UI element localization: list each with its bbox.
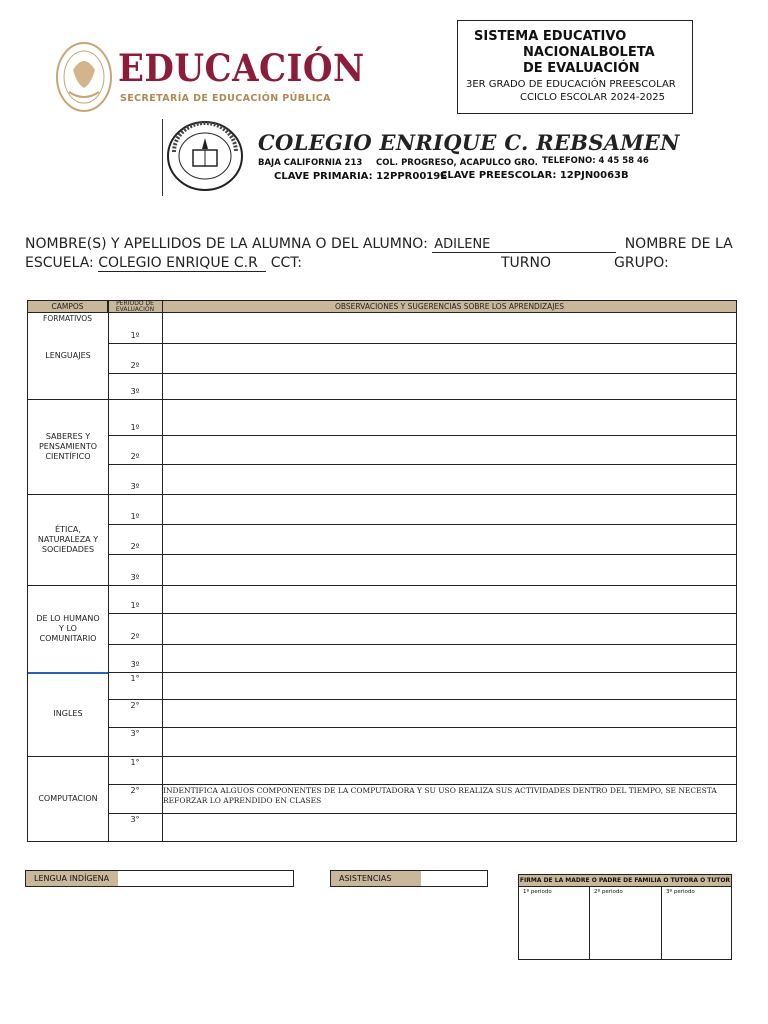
- observation-cell[interactable]: [163, 587, 728, 611]
- period-label: 3º: [130, 387, 140, 396]
- observation-cell[interactable]: [163, 437, 728, 462]
- signature-period-2-label: 2º periodo: [594, 889, 623, 895]
- row-divider: [108, 699, 736, 700]
- student-name-field[interactable]: [432, 236, 616, 253]
- system-title: SISTEMA EDUCATIVO: [474, 29, 627, 44]
- school-name-field[interactable]: [98, 255, 266, 272]
- signature-period-1-label: 1º periodo: [523, 889, 552, 895]
- clave-preescolar: CLAVE PREESCOLAR: 12PJN0063B: [440, 170, 629, 181]
- row-divider: [108, 644, 736, 645]
- school-name-value: COLEGIO ENRIQUE C.R: [98, 255, 258, 271]
- period-label: 3º: [130, 660, 140, 669]
- period-label: 2°: [130, 701, 140, 710]
- observation-cell[interactable]: [163, 701, 728, 725]
- observation-cell[interactable]: [163, 646, 728, 670]
- area-label-text: INGLES: [53, 709, 83, 718]
- period-label: 3º: [130, 482, 140, 491]
- observation-cell[interactable]: [163, 375, 728, 397]
- row-divider: [108, 727, 736, 728]
- clave-primaria: CLAVE PRIMARIA: 12PPR0019E: [274, 171, 448, 182]
- period-label: 1º: [130, 601, 140, 610]
- area-label-text: ÉTICA, NATURALEZA Y SOCIEDADES: [37, 524, 99, 554]
- period-label: 1º: [130, 423, 140, 432]
- row-divider: [108, 435, 736, 436]
- row-divider: [108, 813, 736, 814]
- cct-label: CCT:: [270, 255, 302, 271]
- signature-period-3-label: 3º periodo: [666, 889, 695, 895]
- period-label: 1°: [130, 674, 140, 683]
- observation-cell[interactable]: [163, 345, 728, 371]
- row-divider: [108, 613, 736, 614]
- student-name-value: ADILENE: [434, 237, 491, 252]
- selection-highlight: [28, 672, 108, 674]
- observation-cell[interactable]: [163, 758, 728, 782]
- area-label: [28, 494, 108, 585]
- period-label: 2º: [130, 361, 140, 370]
- header-campos: CAMPOS FORMATIVOS: [28, 301, 108, 313]
- school-emblem-icon: [166, 120, 244, 192]
- observation-cell[interactable]: [163, 466, 728, 492]
- observation-cell[interactable]: [163, 615, 728, 642]
- period-label: 1º: [130, 331, 140, 340]
- period-label: 2º: [130, 542, 140, 551]
- row-divider: [108, 784, 736, 785]
- signature-period-3[interactable]: [662, 887, 731, 959]
- national-seal-icon: [55, 40, 113, 114]
- area-label-text: DE LO HUMANO Y LO COMUNITARIO: [36, 613, 100, 643]
- area-label: [28, 313, 108, 399]
- group-divider: [28, 494, 736, 495]
- row-divider: [108, 343, 736, 344]
- row-divider: [108, 464, 736, 465]
- signature-title: FIRMA DE LA MADRE O PADRE DE FAMILIA O TUTORA O TUTOR: [519, 875, 731, 887]
- row-divider: [108, 554, 736, 555]
- area-label-text: LENGUAJES: [45, 351, 91, 360]
- period-label: 2º: [130, 452, 140, 461]
- observation-cell[interactable]: [163, 401, 728, 433]
- group-divider: [28, 585, 736, 586]
- area-label: [28, 585, 108, 672]
- school-address: BAJA CALIFORNIA 213: [258, 158, 363, 168]
- period-label: 1º: [130, 512, 140, 521]
- header-observaciones: OBSERVACIONES Y SUGERENCIAS SOBRE LOS APRENDIZAJES: [163, 301, 736, 313]
- header-divider: [162, 119, 163, 196]
- school-phone: TELEFONO: 4 45 58 46: [542, 156, 649, 166]
- signature-box: [518, 874, 732, 960]
- period-label: 2º: [130, 632, 140, 641]
- lengua-indigena-field[interactable]: [25, 870, 294, 887]
- group-divider: [28, 756, 736, 757]
- group-divider: [28, 399, 736, 400]
- report-card-title-box: [457, 20, 693, 114]
- observation-cell[interactable]: [163, 496, 728, 522]
- group-divider: [28, 672, 736, 673]
- period-label: 3°: [130, 729, 140, 738]
- grupo-label: GRUPO:: [614, 255, 669, 271]
- signature-period-1[interactable]: [519, 887, 590, 959]
- school-year-label: CCICLO ESCOLAR 2024-2025: [520, 92, 665, 103]
- school-row: [25, 255, 302, 272]
- row-divider: [108, 524, 736, 525]
- lengua-indigena-label: LENGUA INDÍGENA: [26, 871, 118, 886]
- observation-cell[interactable]: [163, 674, 728, 697]
- area-label: [28, 399, 108, 494]
- system-title-3: DE EVALUACIÓN: [523, 61, 640, 76]
- system-title-2: NACIONALBOLETA: [523, 45, 655, 60]
- signature-period-2[interactable]: [590, 887, 662, 959]
- observation-cell[interactable]: [163, 815, 728, 840]
- observation-cell[interactable]: [163, 315, 728, 341]
- observation-cell[interactable]: [163, 729, 728, 754]
- school-colony: COL. PROGRESO, ACAPULCO GRO.: [376, 158, 538, 168]
- period-label: 3º: [130, 573, 140, 582]
- asistencias-label: ASISTENCIAS: [331, 871, 421, 886]
- sep-title: EDUCACIÓN: [118, 46, 365, 90]
- header-periodo: PERIODO DE EVALUACIÓN: [108, 301, 163, 313]
- area-label-text: SABERES Y PENSAMIENTO CIENTÍFICO: [38, 431, 98, 461]
- observation-cell[interactable]: [163, 556, 728, 583]
- observation-cell[interactable]: [163, 526, 728, 552]
- observation-cell[interactable]: INDENTIFICA ALGUOS COMPONENTES DE LA COMPUTADORA Y SU USO REALIZA SUS ACTIVIDADES DENTRO DEL TIEMPO, SE NECESTA REFORZAR LO APRENDIDO EN CLASES: [163, 786, 717, 805]
- asistencias-field[interactable]: [330, 870, 488, 887]
- evaluation-table: [27, 300, 737, 842]
- period-label: 3°: [130, 815, 140, 824]
- school-name-label-2: ESCUELA:: [25, 255, 94, 271]
- area-label: [28, 756, 108, 842]
- turno-label: TURNO: [501, 255, 552, 271]
- student-name-label: NOMBRE(S) Y APELLIDOS DE LA ALUMNA O DEL ALUMNO:: [25, 236, 428, 252]
- area-label: [28, 672, 108, 756]
- period-label: 2°: [130, 786, 140, 795]
- area-label-text: COMPUTACION: [38, 794, 98, 803]
- student-name-row: [25, 236, 733, 253]
- sep-subtitle: SECRETARÍA DE EDUCACIÓN PÚBLICA: [120, 93, 331, 104]
- school-name-label-1: NOMBRE DE LA: [624, 236, 733, 252]
- row-divider: [108, 373, 736, 374]
- grade-label: 3ER GRADO DE EDUCACIÓN PREESCOLAR: [466, 79, 676, 90]
- school-name: COLEGIO ENRIQUE C. REBSAMEN: [258, 130, 680, 155]
- period-label: 1°: [130, 758, 140, 767]
